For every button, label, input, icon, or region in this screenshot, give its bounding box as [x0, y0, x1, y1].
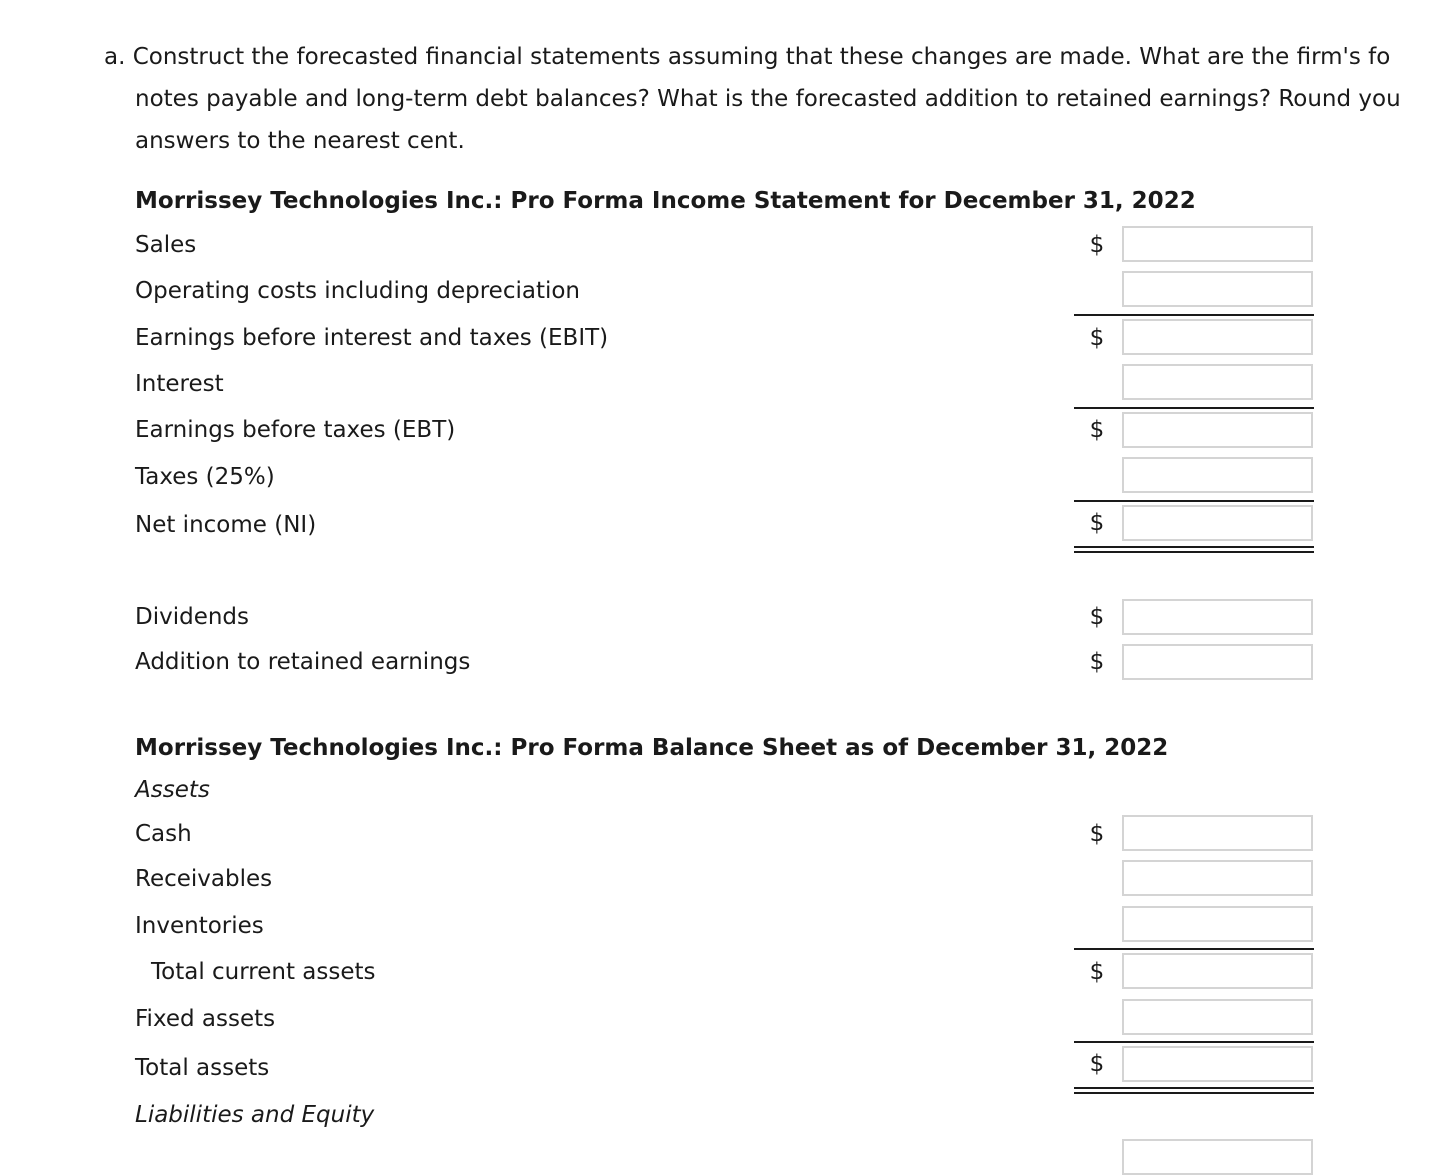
- subtotal-rule-total-assets: [1074, 1041, 1314, 1043]
- addition-retained-earnings-input[interactable]: [1122, 644, 1313, 680]
- total-assets-label: Total assets: [135, 1055, 270, 1081]
- question-text: [104, 36, 1446, 162]
- taxes-input[interactable]: [1122, 457, 1313, 493]
- cash-dollar-sign: $: [1089, 821, 1105, 847]
- question-line-1: a. Construct the forecasted financial statements assuming that these changes are made. What are the firm's fo: [104, 44, 1391, 70]
- subtotal-rule-current-assets: [1074, 948, 1314, 950]
- total-double-rule-top: [1074, 546, 1314, 548]
- total-current-assets-dollar-sign: $: [1089, 959, 1105, 985]
- ebt-input[interactable]: [1122, 412, 1313, 448]
- subtotal-rule-net-income: [1074, 500, 1314, 502]
- inventories-input[interactable]: [1122, 906, 1313, 942]
- ebit-dollar-sign: $: [1089, 325, 1105, 351]
- total-assets-double-rule-bottom: [1074, 1092, 1314, 1094]
- assets-heading: Assets: [135, 777, 210, 803]
- dividends-dollar-sign: $: [1089, 604, 1105, 630]
- taxes-label: Taxes (25%): [135, 464, 275, 490]
- total-current-assets-input[interactable]: [1122, 953, 1313, 989]
- fixed-assets-label: Fixed assets: [135, 1006, 276, 1032]
- sales-label: Sales: [135, 232, 197, 258]
- total-assets-dollar-sign: $: [1089, 1051, 1105, 1077]
- operating-costs-label: Operating costs including depreciation: [135, 278, 581, 304]
- total-assets-input[interactable]: [1122, 1046, 1313, 1082]
- operating-costs-input[interactable]: [1122, 271, 1313, 307]
- total-current-assets-label: Total current assets: [151, 959, 376, 985]
- cash-input[interactable]: [1122, 815, 1313, 851]
- addition-retained-earnings-label: Addition to retained earnings: [135, 649, 471, 675]
- fixed-assets-input[interactable]: [1122, 999, 1313, 1035]
- ebt-label: Earnings before taxes (EBT): [135, 417, 456, 443]
- interest-input[interactable]: [1122, 364, 1313, 400]
- receivables-input[interactable]: [1122, 860, 1313, 896]
- receivables-label: Receivables: [135, 866, 273, 892]
- liabilities-equity-heading: Liabilities and Equity: [135, 1102, 375, 1128]
- first-liability-input[interactable]: [1122, 1139, 1313, 1175]
- question-line-3: answers to the nearest cent.: [135, 128, 465, 154]
- dividends-input[interactable]: [1122, 599, 1313, 635]
- subtotal-rule-ebt: [1074, 407, 1314, 409]
- net-income-label: Net income (NI): [135, 512, 317, 538]
- net-income-dollar-sign: $: [1089, 510, 1105, 536]
- ebt-dollar-sign: $: [1089, 417, 1105, 443]
- question-line-2: notes payable and long-term debt balances? What is the forecasted addition to retained earnings? Round you: [135, 86, 1401, 112]
- interest-label: Interest: [135, 371, 224, 397]
- ebit-input[interactable]: [1122, 319, 1313, 355]
- inventories-label: Inventories: [135, 913, 264, 939]
- cash-label: Cash: [135, 821, 192, 847]
- subtotal-rule-ebit: [1074, 314, 1314, 316]
- total-double-rule-bottom: [1074, 551, 1314, 553]
- addition-retained-earnings-dollar-sign: $: [1089, 649, 1105, 675]
- balance-sheet-title: Morrissey Technologies Inc.: Pro Forma Balance Sheet as of December 31, 2022: [135, 735, 1169, 761]
- net-income-input[interactable]: [1122, 505, 1313, 541]
- total-assets-double-rule-top: [1074, 1087, 1314, 1089]
- ebit-label: Earnings before interest and taxes (EBIT): [135, 325, 609, 351]
- dividends-label: Dividends: [135, 604, 250, 630]
- sales-input[interactable]: [1122, 226, 1313, 262]
- sales-dollar-sign: $: [1089, 232, 1105, 258]
- income-statement-title: Morrissey Technologies Inc.: Pro Forma Income Statement for December 31, 2022: [135, 188, 1196, 214]
